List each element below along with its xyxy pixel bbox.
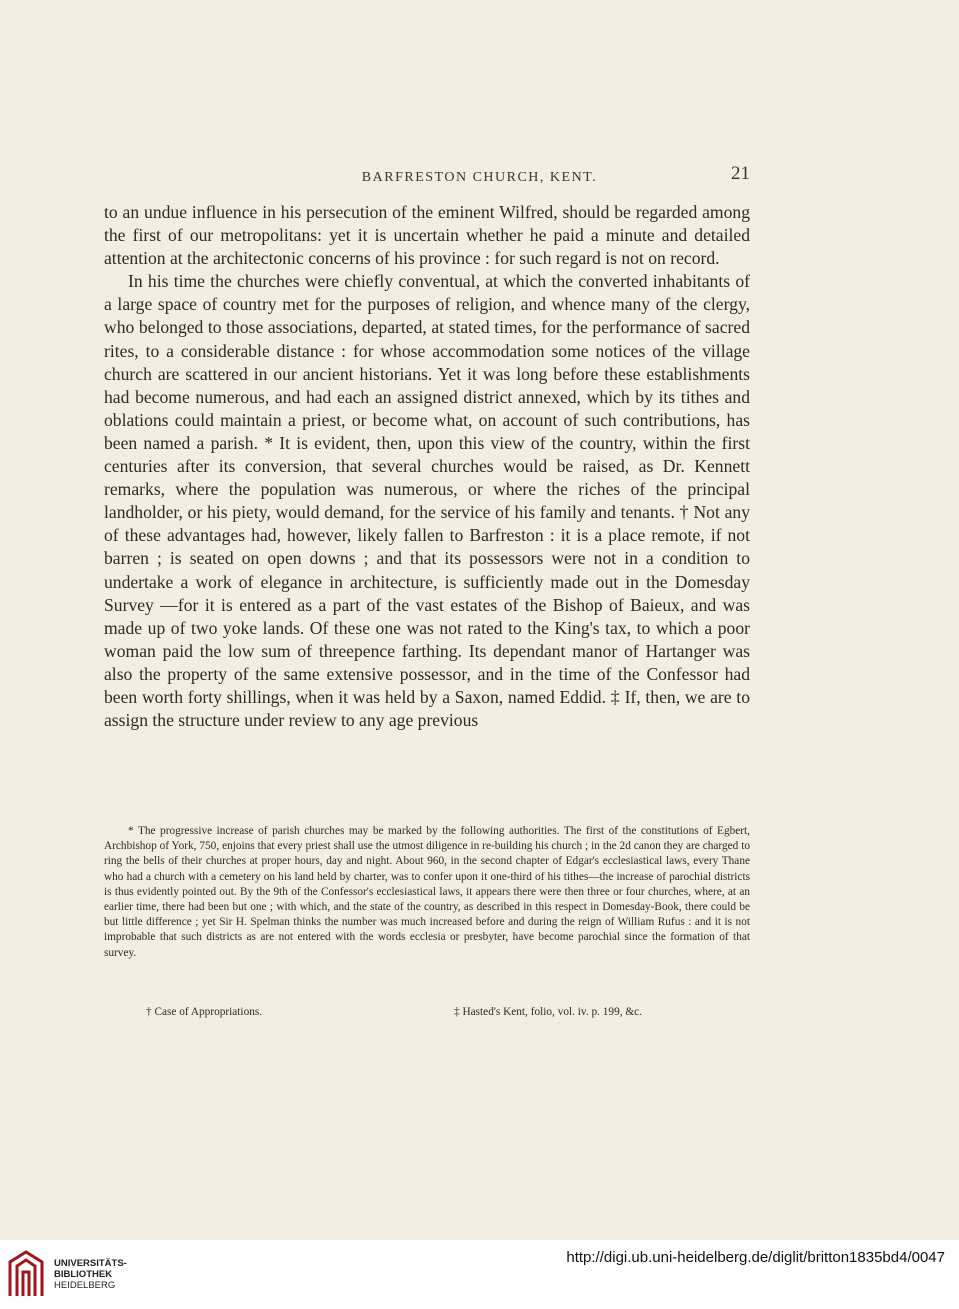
running-title: BARFRESTON CHURCH, KENT.: [361, 170, 598, 185]
footnote-dagger: † Case of Appropriations.: [146, 1006, 263, 1018]
footnotes: [104, 824, 750, 961]
footnote-double-dagger: ‡ Hasted's Kent, folio, vol. iv. p. 199, &c.: [454, 1006, 642, 1018]
paragraph: In his time the churches were chiefly conventual, at which the converted inhabitants of a large space of country met for the purposes of religion, and whence many of the clergy, who belonged to those associations, departed, at stated times, for the performance of sacred rites, to a considerable distance : for whose accommodation some notices of the village church are scattered in our ancient historians. Yet it was long before these establishments had become numerous, and had each an assigned district annexed, which by its tithes and oblations could maintain a priest, or become what, on account of such contributions, has been named a parish. * It is evident, then, upon this view of the country, within the first centuries after its conversion, that several churches would be raised, as Dr. Kennett remarks, where the population was numerous, or where the riches of the principal landholder, or his piety, would demand, for the service of his family and tenants. † Not any of these advantages had, however, likely fallen to Barfreston : it is a place remote, if not barren ; is seated on open downs ; and that its possessors were not in a condition to undertake a work of elegance in architecture, is sufficiently made out in the Domesday Survey —for it is entered as a part of the vast estates of the Bishop of Baieux, and was made up of two yoke lands. Of these one was not rated to the King's tax, to which a poor woman paid the low sum of threepence farthing. Its dependant manor of Hartanger was also the property of the same extensive possessor, and in the time of the Confessor had been worth forty shillings, when it was held by a Saxon, named Eddid. ‡ If, then, we are to assign the structure under review to any age previous: [104, 271, 750, 731]
library-name-line: UNIVERSITÄTS-: [54, 1258, 127, 1269]
paragraph: to an undue influence in his persecution of the eminent Wilfred, should be regarded among the first of our metropolitans: yet it is uncertain whether he paid a minute and detailed attention at the architectonic concerns of his province : for such regard is not on record.: [104, 202, 750, 269]
library-name-line: BIBLIOTHEK: [54, 1269, 113, 1280]
page-number: 21: [731, 163, 750, 184]
library-logo-icon[interactable]: [6, 1248, 46, 1300]
library-name: [54, 1258, 127, 1291]
library-name-line: HEIDELBERG: [54, 1280, 116, 1291]
source-url-link[interactable]: http://digi.ub.uni-heidelberg.de/diglit/britton1835bd4/0047: [566, 1249, 945, 1266]
main-text: [104, 201, 750, 732]
footnote-main: * The progressive increase of parish churches may be marked by the following authorities. The first of the constitutions of Egbert, Archbishop of York, 750, enjoins that every priest shall use the utmost diligence in re-building his church ; in the 2d canon they are charged to ring the bells of their churches at proper hours, day and night. About 960, in the second chapter of Edgar's ecclesiastical laws, every Thane who had a church with a cemetery on his land held by charter, was to confer upon it one-third of his tithes—the increase of parochial districts is thus evidently pointed out. By the 9th of the Confessor's ecclesiastical laws, it appears there were then three or four churches, where, at an earlier time, there had been but one ; with which, and the state of the country, as described in this respect in Domesday-Book, there could be but little difference ; yet Sir H. Spelman thinks the number was much increased before and during the reign of William Rufus : and it is not improbable that such districts as are not entered with the words ecclesia or presbyter, have become parochial since the formation of that survey.: [104, 825, 750, 959]
